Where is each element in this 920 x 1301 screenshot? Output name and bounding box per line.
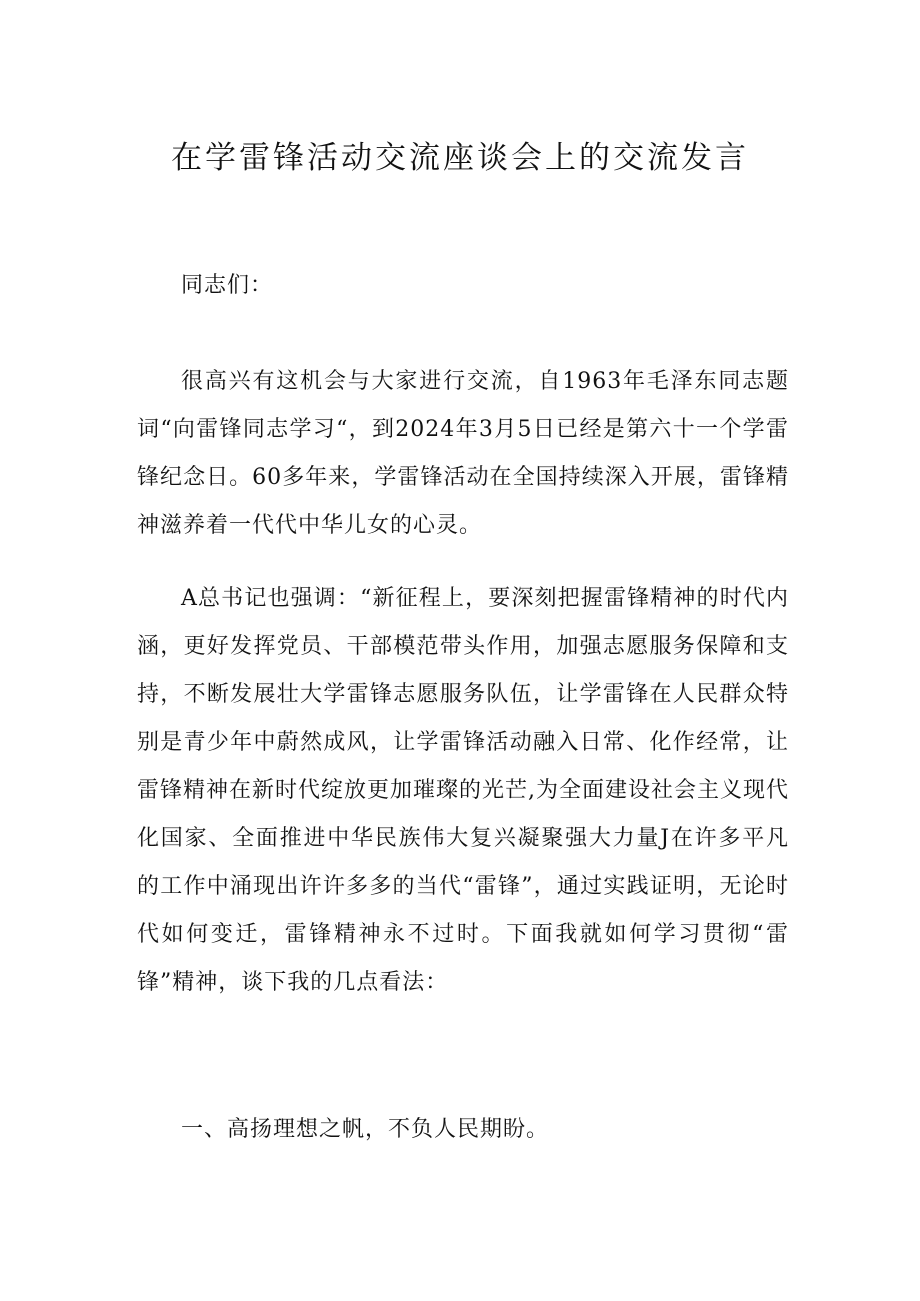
paragraph-quote: A总书记也强调：“新征程上，要深刻把握雷锋精神的时代内涵，更好发挥党员、干部模范带头作用，加强志愿服务保障和支持，不断发展壮大学雷锋志愿服务队伍，让学雷锋在人民群众特别是青少年中蔚然成风，让学雷锋活动融入日常、化作经常，让雷锋精神在新时代绽放更加璀璨的光芒,为全面建设社会主义现代化国家、全面推进中华民族伟大复兴凝聚强大力量J在许多平凡的工作中涌现出许许多多的当代“雷锋”，通过实践证明，无论时代如何变迁，雷锋精神永不过时。下面我就如何学习贯彻“雷锋”精神，谈下我的几点看法： [137, 586, 789, 995]
section-heading-1: 一、高扬理想之帆，不负人民期盼。 [181, 1117, 550, 1142]
paragraph-intro: 很高兴有这机会与大家进行交流，自1963年毛泽东同志题词“向雷锋同志学习“，到2024年3月5日已经是第六十一个学雷锋纪念日。60多年来，学雷锋活动在全国持续深入开展，雷锋精神滋养着一代代中华儿女的心灵。 [137, 369, 789, 538]
document-title: 在学雷锋活动交流座谈会上的交流发言 [171, 140, 749, 176]
salutation: 同志们： [181, 273, 274, 298]
